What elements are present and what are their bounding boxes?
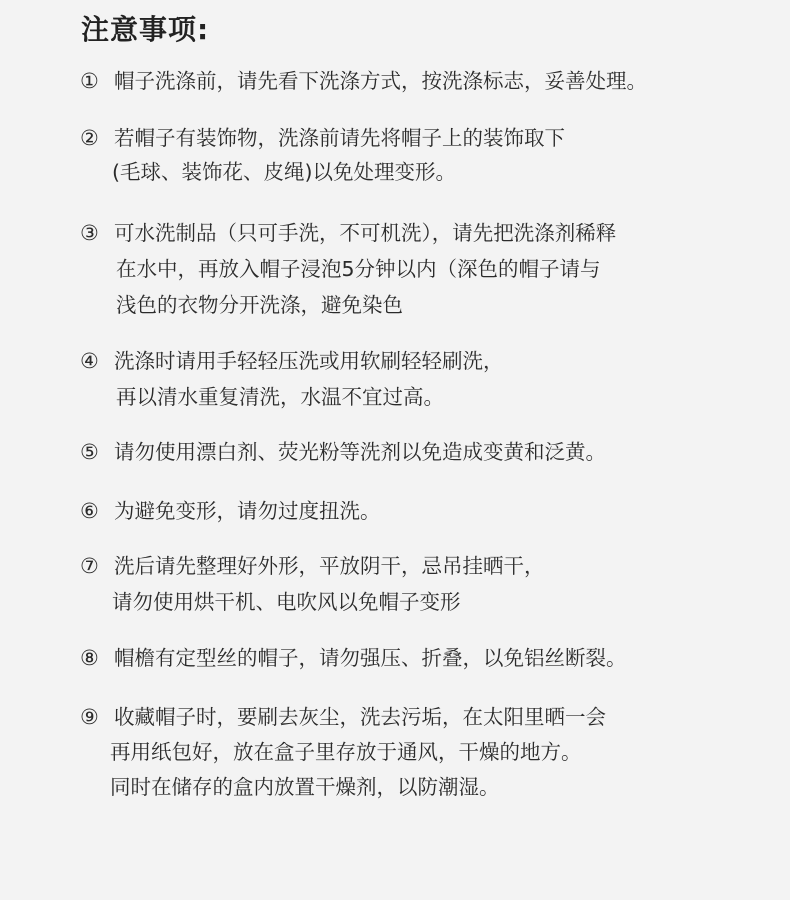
item-number: ④ [80, 349, 99, 373]
item-text-line: 收藏帽子时，要刷去灰尘，洗去污垢，在太阳里晒一会 [114, 705, 606, 729]
item-text-line: 若帽子有装饰物，洗涤前请先将帽子上的装饰取下 [114, 126, 565, 150]
page-title: 注意事项: [81, 13, 210, 46]
item-text-line: 为避免变形，请勿过度扭洗。 [114, 499, 381, 523]
item-text-line: 再用纸包好，放在盒子里存放于通风，干燥的地方。 [110, 740, 582, 764]
item-number: ⑦ [80, 554, 99, 578]
item-number: ⑧ [80, 646, 99, 670]
item-text-line: 在水中，再放入帽子浸泡5分钟以内（深色的帽子请与 [116, 257, 601, 281]
item-number: ⑤ [80, 440, 99, 464]
item-text-line: (毛球、装饰花、皮绳)以免处理变形。 [112, 160, 456, 184]
item-number: ③ [80, 221, 99, 245]
item-text-line: 浅色的衣物分开洗涤，避免染色 [116, 293, 403, 317]
item-text-line: 再以清水重复清洗，水温不宜过高。 [116, 385, 444, 409]
item-number: ⑥ [80, 499, 99, 523]
item-text-line: 可水洗制品（只可手洗，不可机洗），请先把洗涤剂稀释 [114, 221, 617, 245]
item-number: ② [80, 126, 99, 150]
item-text-line: 帽子洗涤前，请先看下洗涤方式，按洗涤标志，妥善处理。 [114, 69, 647, 93]
item-text-line: 请勿使用漂白剂、荧光粉等洗剂以免造成变黄和泛黄。 [114, 440, 606, 464]
item-number: ⑨ [80, 705, 99, 729]
item-text-line: 请勿使用烘干机、电吹风以免帽子变形 [112, 590, 461, 614]
item-text-line: 帽檐有定型丝的帽子，请勿强压、折叠，以免铝丝断裂。 [114, 646, 627, 670]
item-text-line: 洗后请先整理好外形，平放阴干，忌吊挂晒干， [114, 554, 545, 578]
item-number: ① [80, 69, 99, 93]
item-text-line: 同时在储存的盒内放置干燥剂，以防潮湿。 [110, 775, 500, 799]
item-text-line: 洗涤时请用手轻轻压洗或用软刷轻轻刷洗， [114, 349, 504, 373]
